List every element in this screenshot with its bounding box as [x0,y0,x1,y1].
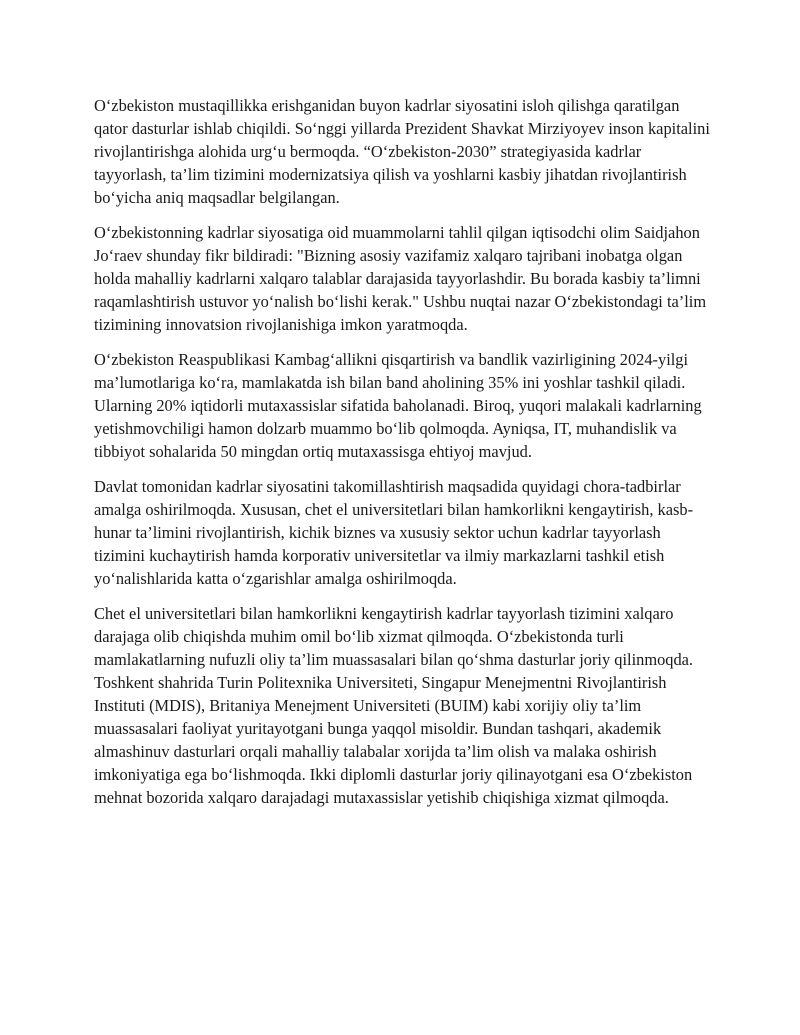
paragraph-1: O‘zbekiston mustaqillikka erishganidan buyon kadrlar siyosatini isloh qilishga qaratilgan qator dasturlar ishlab chiqildi. So‘nggi yillarda Prezident Shavkat Mirziyoyev inson kapitalini rivojlantirishga alohida urg‘u bermoqda. “O‘zbekiston-2030” strategiyasida kadrlar tayyorlash, ta’lim tizimini modernizatsiya qilish va yoshlarni kasbiy jihatdan rivojlantirish bo‘yicha aniq maqsadlar belgilangan. [94,96,710,207]
paragraph-3: O‘zbekiston Reaspublikasi Kambag‘allikni qisqartirish va bandlik vazirligining 2024-yilgi ma’lumotlariga ko‘ra, mamlakatda ish bilan band aholining 35% ini yoshlar tashkil qiladi. Ularning 20% iqtidorli mutaxassislar sifatida baholanadi. Biroq, yuqori malakali kadrlarning yetishmovchiligi hamon dolzarb muammo bo‘lib qolmoqda. Ayniqsa, IT, muhandislik va tibbiyot sohalarida 50 mingdan ortiq mutaxassisga ehtiyoj mavjud. [94,350,702,461]
paragraph-4: Davlat tomonidan kadrlar siyosatini takomillashtirish maqsadida quyidagi chora-tadbirlar amalga oshirilmoqda. Xususan, chet el universitetlari bilan hamkorlikni kengaytirish, kasb-hunar ta’limini rivojlantirish, kichik biznes va xususiy sektor uchun kadrlar tayyorlash tizimini kuchaytirish hamda korporativ universitetlar va ilmiy markazlarni tashkil etish yo‘nalishlarida katta o‘zgarishlar amalga oshirilmoqda. [94,477,694,588]
paragraph-2: O‘zbekistonning kadrlar siyosatiga oid muammolarni tahlil qilgan iqtisodchi olim Saidjahon Jo‘raev shunday fikr bildiradi: "Bizning asosiy vazifamiz xalqaro tajribani inobatga olgan holda mahalliy kadrlarni xalqaro talablar darajasida tayyorlashdir. Bu borada kasbiy ta’limni raqamlashtirish ustuvor yo‘nalish bo‘lishi kerak." Ushbu nuqtai nazar O‘zbekistondagi ta’lim tizimining innovatsion rivojlanishiga imkon yaratmoqda. [94,223,707,334]
paragraph-5: Chet el universitetlari bilan hamkorlikni kengaytirish kadrlar tayyorlash tizimini xalqaro darajaga olib chiqishda muhim omil bo‘lib xizmat qilmoqda. O‘zbekistonda turli mamlakatlarning nufuzli oliy ta’lim muassasalari bilan qo‘shma dasturlar joriy qilinmoqda. Toshkent shahrida Turin Politexnika Universiteti, Singapur Menejmentni Rivojlantirish Instituti (MDIS), Britaniya Menejment Universiteti (BUIM) kabi xorijiy oliy ta’lim muassasalari faoliyat yuritayotgani bunga yaqqol misoldir. Bundan tashqari, akademik almashinuv dasturlari orqali mahalliy talabalar xorijda ta’lim olish va malaka oshirish imkoniyatiga ega bo‘lishmoqda. Ikki diplomli dasturlar joriy qilinayotgani esa O‘zbekiston mehnat bozorida xalqaro darajadagi mutaxassislar yetishib chiqishiga xizmat qilmoqda. [94,604,694,807]
document-page [94,94,714,821]
